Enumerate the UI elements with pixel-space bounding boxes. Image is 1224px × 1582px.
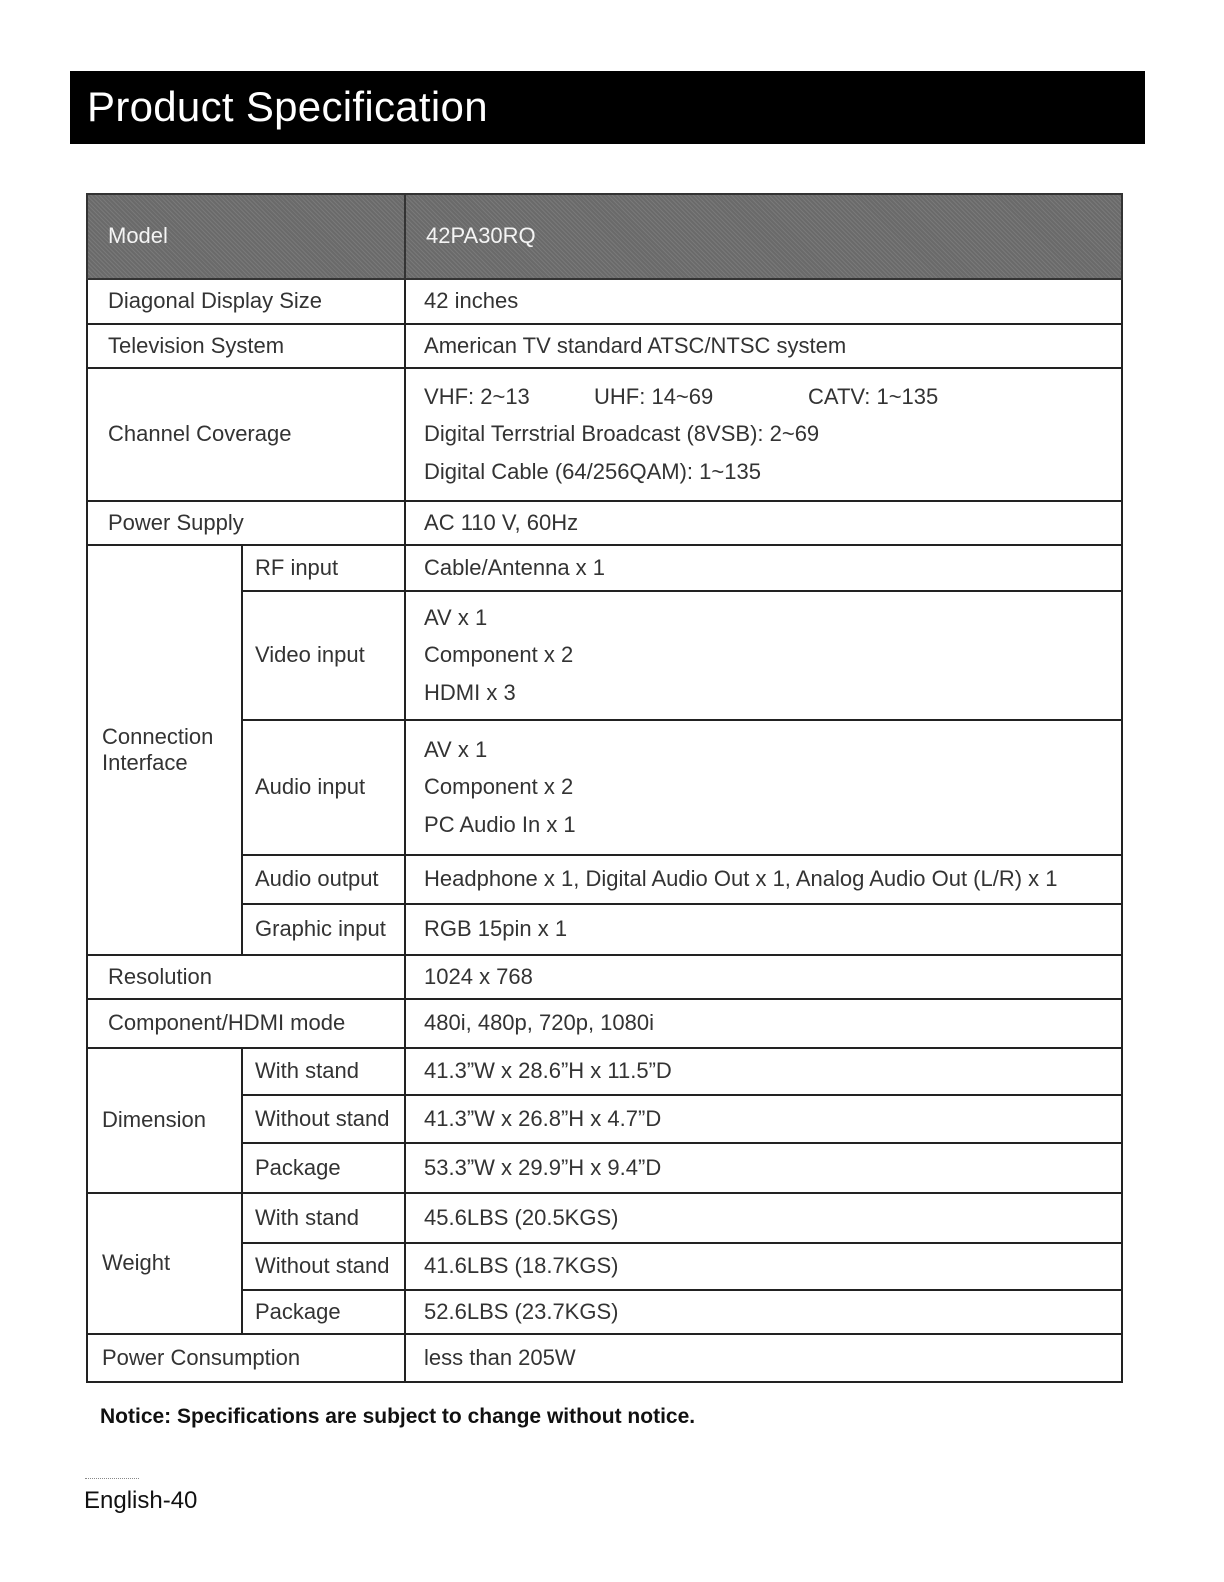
footer-divider <box>85 1478 139 1479</box>
audio-output-label: Audio output <box>242 855 405 904</box>
table-row <box>87 368 1122 501</box>
rf-input-label: RF input <box>242 545 405 591</box>
graphic-input-value: RGB 15pin x 1 <box>405 904 1122 955</box>
audio-input-values <box>405 720 1122 855</box>
weight-package-label: Package <box>242 1290 405 1334</box>
table-row <box>87 1243 1122 1290</box>
dimension-with-stand-value: 41.3”W x 28.6”H x 11.5”D <box>405 1048 1122 1095</box>
component-hdmi-mode-label: Component/HDMI mode <box>87 999 405 1048</box>
dimension-label: Dimension <box>87 1048 242 1193</box>
notice-text: Notice: Specifications are subject to change without notice. <box>100 1405 696 1428</box>
weight-without-stand-label: Without stand <box>242 1243 405 1290</box>
analog-channels <box>424 384 1121 410</box>
resolution-value: 1024 x 768 <box>405 955 1122 999</box>
dimension-without-stand-value: 41.3”W x 26.8”H x 4.7”D <box>405 1095 1122 1143</box>
spec-table <box>86 193 1123 1383</box>
dimension-without-stand-label: Without stand <box>242 1095 405 1143</box>
table-row <box>87 591 1122 720</box>
table-row <box>87 501 1122 545</box>
channel-coverage-label: Channel Coverage <box>87 368 405 501</box>
video-input-values <box>405 591 1122 720</box>
list-item: HDMI x 3 <box>424 679 516 705</box>
weight-without-stand-value: 41.6LBS (18.7KGS) <box>405 1243 1122 1290</box>
dimension-package-label: Package <box>242 1143 405 1193</box>
table-row <box>87 1334 1122 1382</box>
uhf-range: UHF: 14~69 <box>594 383 714 409</box>
table-row <box>87 720 1122 855</box>
table-row <box>87 1143 1122 1193</box>
connection-interface-label-line1: Connection <box>102 723 214 749</box>
connection-interface-label <box>87 545 242 955</box>
model-label: Model <box>87 194 405 279</box>
power-consumption-label: Power Consumption <box>87 1334 405 1382</box>
table-row <box>87 955 1122 999</box>
page-title: Product Specification <box>87 83 488 130</box>
power-supply-label: Power Supply <box>87 501 405 545</box>
table-row <box>87 1095 1122 1143</box>
diagonal-display-size-value: 42 inches <box>405 279 1122 324</box>
weight-label: Weight <box>87 1193 242 1334</box>
television-system-value: American TV standard ATSC/NTSC system <box>405 324 1122 368</box>
dimension-with-stand-label: With stand <box>242 1048 405 1095</box>
audio-output-value: Headphone x 1, Digital Audio Out x 1, Analog Audio Out (L/R) x 1 <box>405 855 1122 904</box>
table-row <box>87 545 1122 591</box>
rf-input-value: Cable/Antenna x 1 <box>405 545 1122 591</box>
weight-with-stand-label: With stand <box>242 1193 405 1243</box>
table-row <box>87 324 1122 368</box>
dimension-package-value: 53.3”W x 29.9”H x 9.4”D <box>405 1143 1122 1193</box>
table-row <box>87 904 1122 955</box>
power-supply-value: AC 110 V, 60Hz <box>405 501 1122 545</box>
list-item: AV x 1 <box>424 604 488 630</box>
model-value: 42PA30RQ <box>405 194 1122 279</box>
table-row <box>87 855 1122 904</box>
title-bar <box>70 71 1145 144</box>
resolution-label: Resolution <box>87 955 405 999</box>
list-item: Component x 2 <box>424 642 574 668</box>
vhf-range: VHF: 2~13 <box>424 383 530 409</box>
power-consumption-value: less than 205W <box>405 1334 1122 1382</box>
channel-coverage-values <box>405 368 1122 501</box>
video-input-label: Video input <box>242 591 405 720</box>
list-item: PC Audio In x 1 <box>424 811 576 837</box>
connection-interface-label-line2: Interface <box>102 750 188 775</box>
table-row <box>87 279 1122 324</box>
digital-terrestrial-range: Digital Terrstrial Broadcast (8VSB): 2~69 <box>424 421 820 447</box>
table-header-row <box>87 194 1122 279</box>
audio-input-label: Audio input <box>242 720 405 855</box>
component-hdmi-mode-value: 480i, 480p, 720p, 1080i <box>405 999 1122 1048</box>
table-row <box>87 999 1122 1048</box>
weight-package-value: 52.6LBS (23.7KGS) <box>405 1290 1122 1334</box>
table-row <box>87 1048 1122 1095</box>
catv-range: CATV: 1~135 <box>808 383 939 409</box>
table-row <box>87 1290 1122 1334</box>
table-row <box>87 1193 1122 1243</box>
list-item: Component x 2 <box>424 774 574 800</box>
television-system-label: Television System <box>87 324 405 368</box>
list-item: AV x 1 <box>424 736 488 762</box>
page-number: English-40 <box>84 1487 198 1514</box>
weight-with-stand-value: 45.6LBS (20.5KGS) <box>405 1193 1122 1243</box>
digital-cable-range: Digital Cable (64/256QAM): 1~135 <box>424 458 761 484</box>
diagonal-display-size-label: Diagonal Display Size <box>87 279 405 324</box>
graphic-input-label: Graphic input <box>242 904 405 955</box>
